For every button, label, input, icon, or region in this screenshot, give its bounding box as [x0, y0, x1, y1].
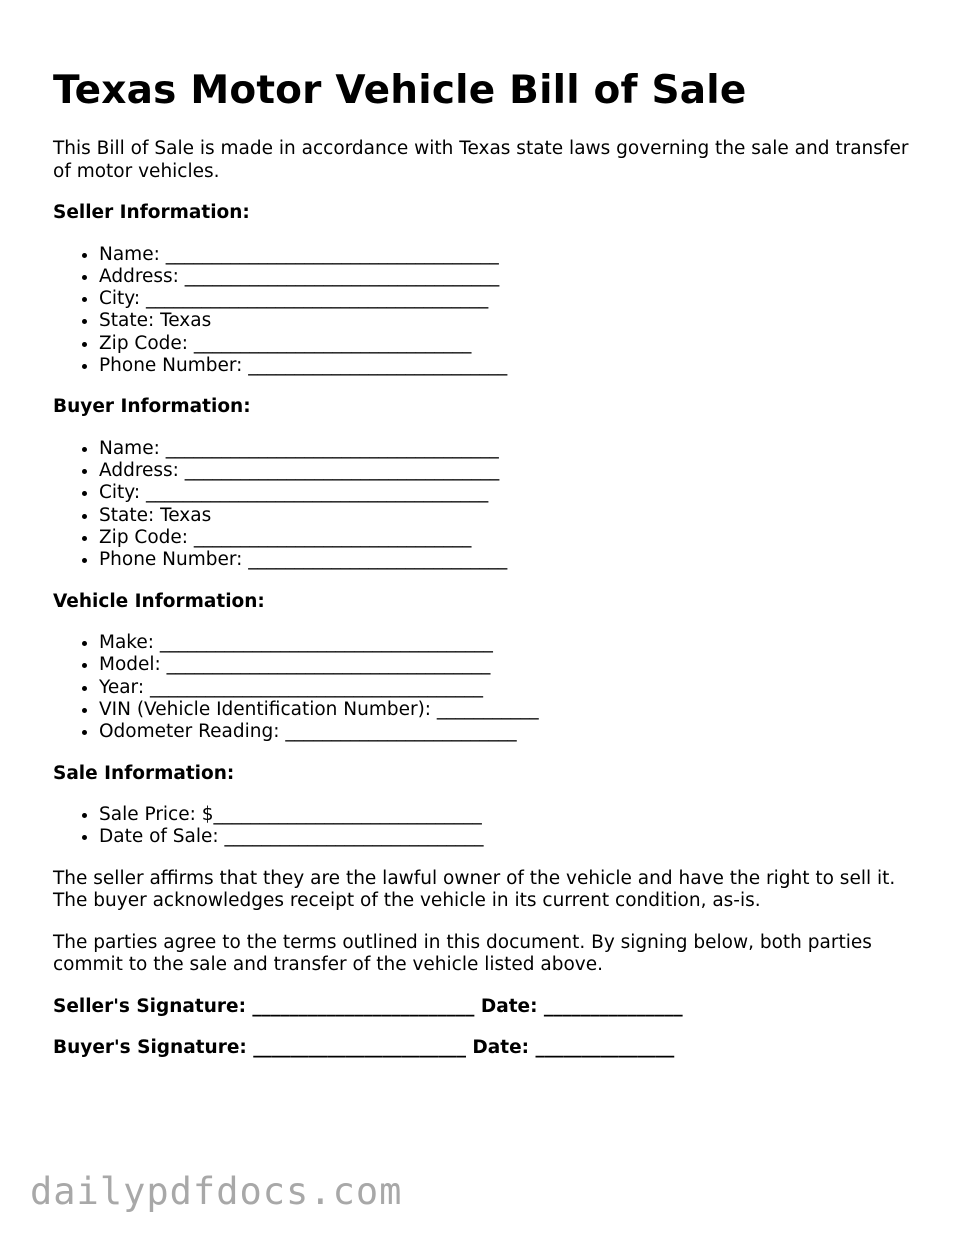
vehicle-make-field: • Make: ____________________________________ [99, 632, 923, 654]
seller-signature-line: Seller's Signature: ________________________ Date: _______________ [53, 995, 683, 1017]
buyer-section-heading: Buyer Information: [53, 396, 251, 418]
buyer-address-field: • Address: __________________________________ [99, 460, 923, 482]
buyer-name-field: • Name: ____________________________________ [99, 438, 923, 460]
vehicle-year-field: • Year: ____________________________________ [99, 677, 923, 699]
seller-city-field: • City: _____________________________________ [99, 288, 923, 310]
buyer-zip-field: • Zip Code: ______________________________ [99, 527, 923, 549]
buyer-city-field: • City: _____________________________________ [99, 482, 923, 504]
seller-section-heading: Seller Information: [53, 202, 250, 223]
sale-fields-list [53, 804, 923, 849]
page-title: Texas Motor Vehicle Bill of Sale [53, 68, 747, 113]
sale-section-heading: Sale Information: [53, 762, 235, 784]
vehicle-model-field: • Model: ___________________________________ [99, 654, 923, 676]
seller-state-field: • State: Texas [99, 310, 923, 332]
document-page [53, 66, 923, 1060]
agreement-paragraph: The parties agree to the terms outlined in this document. By signing below, both parties commit to the sale and transfer of the vehicle listed above. [53, 931, 872, 976]
watermark: dailypdfdocs.com [30, 1170, 403, 1213]
vehicle-fields-list [53, 632, 923, 743]
vehicle-vin-field: • VIN (Vehicle Identification Number): ___________ [99, 699, 923, 721]
vehicle-section-heading: Vehicle Information: [53, 590, 265, 612]
vehicle-odometer-field: • Odometer Reading: _________________________ [99, 721, 923, 743]
sale-date-field: • Date of Sale: ____________________________ [99, 826, 923, 848]
buyer-fields-list [53, 438, 923, 572]
affirmation-paragraph: The seller affirms that they are the lawful owner of the vehicle and have the right to sell it. The buyer acknowledges receipt of the vehicle in its current condition, as-is. [53, 867, 896, 912]
buyer-phone-field: • Phone Number: ____________________________ [99, 549, 923, 571]
intro-paragraph: This Bill of Sale is made in accordance with Texas state laws governing the sale and transfer of motor vehicles. [53, 138, 909, 182]
sale-price-field: • Sale Price: $_____________________________ [99, 804, 923, 826]
buyer-state-field: • State: Texas [99, 505, 923, 527]
seller-phone-field: • Phone Number: ____________________________ [99, 355, 923, 377]
seller-fields-list [53, 244, 923, 378]
seller-name-field: • Name: ____________________________________ [99, 244, 923, 266]
buyer-signature-line: Buyer's Signature: _______________________ Date: _______________ [53, 1037, 675, 1059]
seller-address-field: • Address: __________________________________ [99, 266, 923, 288]
seller-zip-field: • Zip Code: ______________________________ [99, 333, 923, 355]
